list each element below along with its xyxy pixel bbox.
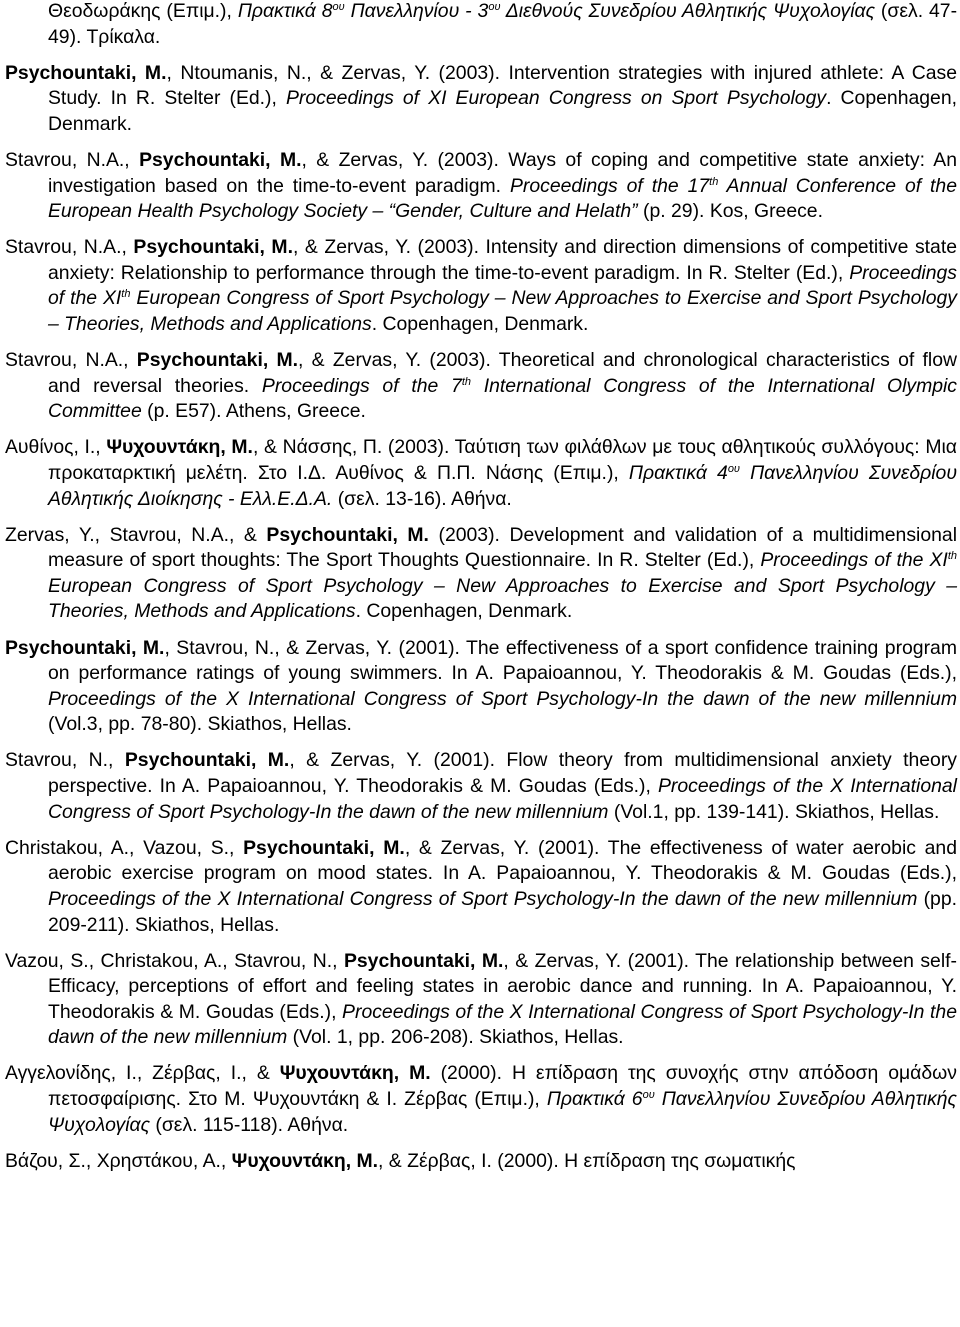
publication-title: Proceedings of the XI [760, 549, 948, 572]
reference-text: , & Zervas, Y. (2003). Theoretical and chronological characteristics of flow and reversal theories. [48, 349, 957, 397]
author-highlight: Psychountaki, M. [343, 949, 504, 972]
reference-text: (σελ. 47-49). Τρίκαλα. [48, 0, 958, 48]
author-highlight: Psychountaki, M. [5, 61, 167, 84]
reference-text: (σελ. 13-16). Αθήνα. [332, 487, 512, 510]
author-highlight: Psychountaki, M. [124, 749, 290, 772]
publication-title: Proceedings of XI European Congress on Sport Psychology [286, 87, 827, 110]
superscript: ου [727, 463, 740, 475]
reference-text: (2003). Development and validation of a multidimensional measure of sport thoughts: The Sport Thoughts Questionnaire. In R. Stelter (Ed.), [48, 523, 957, 572]
reference-text: (Vol.1, pp. 139-141). Skiathos, Hellas. [608, 800, 940, 823]
reference-entry [5, 836, 957, 938]
reference-text: (p. 29). Kos, Greece. [637, 200, 823, 223]
reference-text: Αυθίνος, Ι., [5, 436, 107, 459]
publication-title: Πανελληνίου Συνεδρίου Αθλητικής Ψυχολογίας [48, 1088, 957, 1136]
reference-entry [5, 1149, 957, 1175]
reference-text: . Copenhagen, Denmark. [48, 87, 958, 135]
reference-text: , & Zervas, Y. (2001). The relationship between self-Efficacy, perceptions of effort and feeling states in aerobic dance and running. In A. Papaioannou, Y. Theodorakis & M. Goudas (Eds.), [48, 949, 957, 1023]
publication-title: European Congress of Sport Psychology – New Approaches to Exercise and Sport Psychology – Theories, Methods and Applications [48, 287, 957, 336]
reference-text: (σελ. 115-118). Αθήνα. [150, 1113, 349, 1136]
author-highlight: Ψυχουντάκη, Μ. [279, 1062, 431, 1085]
publication-title: Proceedings of the XI [48, 261, 957, 310]
publication-title: Annual Conference of the European Health Psychology Society – “Gender, Culture and Helath” [48, 174, 957, 223]
reference-text: (pp. 209-211). Skiathos, Hellas. [48, 887, 957, 936]
reference-text: , & Νάσσης, Π. (2003). Ταύτιση των φιλάθλων με τους αθλητικούς συλλόγους: Μια προκαταρκτική μελέτη. Στο Ι.Δ. Αυθίνος & Π.Π. Νάσης (Επιμ.), [48, 436, 957, 484]
reference-text: . Copenhagen, Denmark. [355, 600, 573, 623]
reference-text: (Vol.3, pp. 78-80). Skiathos, Hellas. [48, 713, 352, 736]
publication-title: Πανελληνίου - 3 [344, 0, 489, 22]
reference-text: Αγγελονίδης, Ι., Ζέρβας, Ι., & [5, 1062, 280, 1085]
reference-entry [5, 348, 957, 425]
reference-list [5, 0, 957, 1185]
reference-text: Stavrou, N., [5, 749, 125, 772]
reference-text: Stavrou, N.A., [5, 148, 140, 171]
reference-entry [5, 636, 957, 738]
superscript: ου [642, 1089, 655, 1102]
reference-text: Christakou, A., Vazou, S., [5, 836, 244, 859]
publication-title: Πρακτικά 4 [628, 462, 728, 484]
reference-text: , & Zervas, Y. (2001). Flow theory from multidimensional anxiety theory perspective. In A. Papaioannou, Y. Theodorakis & M. Goudas (Eds.), [48, 749, 957, 798]
publication-title: Διεθνούς Συνεδρίου Αθλητικής Ψυχολογίας [500, 0, 876, 22]
reference-text: Zervas, Y., Stavrou, N.A., & [5, 523, 267, 546]
reference-text: , Ntoumanis, N., & Zervas, Y. (2003). Intervention strategies with injured athlete: A Case Study. In R. Stelter (Ed.), [48, 61, 957, 110]
reference-entry [5, 1061, 957, 1138]
publication-title: Πανελληνίου Συνεδρίου Αθλητικής Διοίκησης - Ελλ.Ε.Δ.Α. [48, 462, 957, 510]
publication-title: Πρακτικά 6 [546, 1088, 643, 1111]
publication-title: Proceedings of the X International Congress of Sport Psychology-In the dawn of the new millennium [48, 887, 918, 910]
superscript: th [121, 288, 131, 301]
reference-text: , & Ζέρβας, Ι. (2000). Η επίδραση της σωματικής [378, 1149, 796, 1172]
superscript: th [461, 375, 472, 388]
author-highlight: Psychountaki, M. [136, 349, 299, 372]
reference-entry [5, 235, 957, 337]
publication-title: Proceedings of the X International Congress of Sport Psychology-In the dawn of the new millennium [48, 775, 957, 823]
publication-title: International Congress of the International Olympic Committee [48, 374, 958, 423]
reference-text: Stavrou, N.A., [5, 236, 134, 259]
publication-title: European Congress of Sport Psychology – New Approaches to Exercise and Sport Psychology – Theories, Methods and Applications [48, 574, 957, 623]
reference-text: Θεοδωράκης (Επιμ.), [48, 0, 238, 22]
publication-title: Proceedings of the X International Congress of Sport Psychology-In the dawn of the new millennium [48, 1000, 957, 1049]
reference-text: (2000). Η επίδραση της συνοχής στην απόδοση ομάδων πετοσφαίρισης. Στο Μ. Ψυχουντάκη & Ι. Ζέρβας (Επιμ.), [48, 1062, 957, 1111]
reference-text: , & Zervas, Y. (2003). Ways of coping and competitive state anxiety: An investigation based on the time-to-event paradigm. [48, 148, 957, 197]
reference-text: (Vol. 1, pp. 206-208). Skiathos, Hellas. [287, 1026, 624, 1049]
superscript: th [709, 175, 719, 188]
author-highlight: Psychountaki, M. [133, 236, 293, 259]
reference-entry [5, 148, 957, 225]
author-highlight: Psychountaki, M. [5, 636, 165, 659]
reference-text: (p. E57). Athens, Greece. [141, 400, 366, 423]
reference-text: Stavrou, N.A., [5, 349, 137, 372]
reference-entry [5, 748, 957, 825]
reference-text: Vazou, S., Christakou, A., Stavrou, N., [5, 949, 344, 972]
reference-text: , & Zervas, Y. (2001). The effectiveness of water aerobic and aerobic exercise program on mood states. In A. Papaioannou, Y. Theodorakis & M. Goudas (Eds.), [48, 836, 957, 885]
reference-text: . Copenhagen, Denmark. [371, 313, 589, 336]
publication-title: Proceedings of the X International Congress of Sport Psychology-In the dawn of the new millennium [48, 687, 957, 710]
superscript: th [947, 550, 957, 563]
reference-entry [5, 435, 957, 512]
reference-entry [5, 61, 957, 138]
reference-text: , Stavrou, N., & Zervas, Y. (2001). The effectiveness of a sport confidence training program on performance ratings of young swimmers. In A. Papaioannou, Y. Theodorakis & M. Goudas (Eds.), [48, 636, 957, 685]
superscript: ου [488, 1, 501, 13]
publication-title: Proceedings of the 17 [509, 174, 710, 197]
reference-entry [5, 949, 957, 1051]
publication-title: Proceedings of the 7 [261, 374, 462, 397]
reference-entry [5, 0, 957, 50]
superscript: ου [332, 1, 345, 13]
author-highlight: Ψυχουντάκη, Μ. [106, 436, 253, 459]
reference-text: , & Zervas, Y. (2003). Intensity and direction dimensions of competitive state anxiety: Relationship to performance through the time-to-event paradigm. In R. Stelter (Ed.), [48, 236, 957, 284]
author-highlight: Psychountaki, M. [243, 836, 405, 859]
author-highlight: Psychountaki, M. [266, 523, 429, 546]
author-highlight: Psychountaki, M. [139, 148, 302, 171]
publication-title: Πρακτικά 8 [237, 0, 333, 22]
author-highlight: Ψυχουντάκη, Μ. [231, 1149, 379, 1172]
reference-text: Βάζου, Σ., Χρηστάκου, Α., [5, 1149, 232, 1172]
reference-entry [5, 523, 957, 625]
